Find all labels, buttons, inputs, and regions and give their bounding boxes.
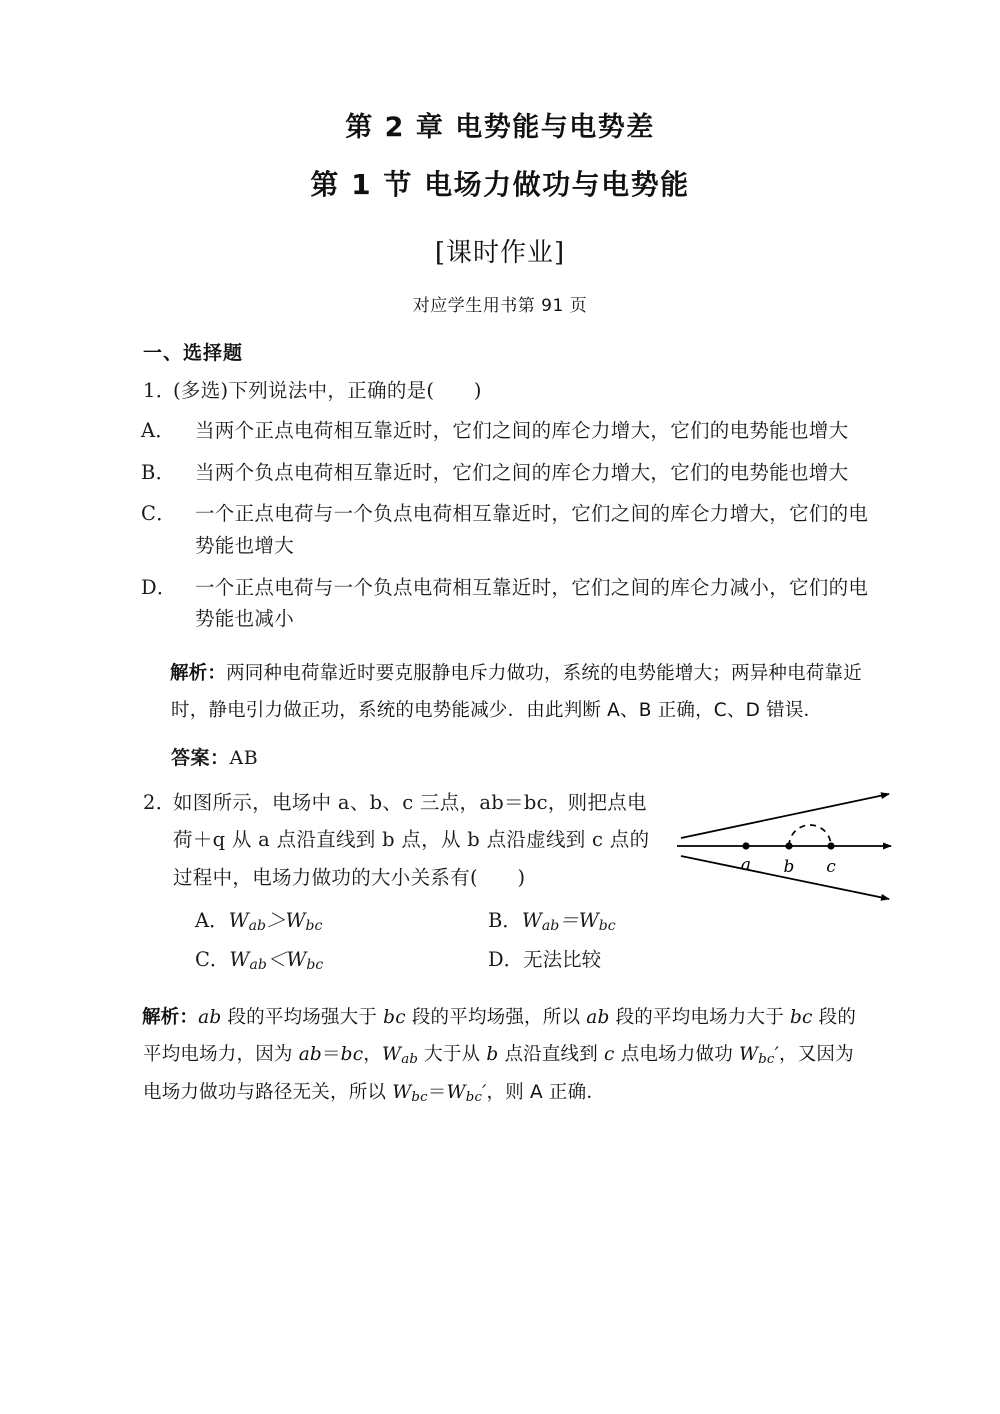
question-1-option-b[interactable] (143, 457, 870, 489)
option-b-text: 当两个负点电荷相互靠近时，它们之间的库仑力增大，它们的电势能也增大 (195, 460, 849, 484)
option-d-expression: 无法比较 (523, 947, 602, 971)
part-heading: 一、选择题 (143, 341, 244, 364)
question-1-stem-text: (多选)下列说法中，正确的是( ) (173, 378, 482, 402)
chapter-title: 第 2 章 电势能与电势差 (345, 112, 655, 143)
option-b-expression: $W_{ab}=W_{bc}$ (521, 909, 616, 935)
answer-value: AB (229, 746, 259, 769)
field-line-upper (681, 794, 889, 838)
homework-tag: [课时作业] (434, 237, 566, 268)
question-2-explanation (143, 999, 870, 1111)
point-b-label: b (783, 856, 795, 877)
electric-field-lines-diagram (671, 786, 903, 908)
option-a-expression: $W_{ab}>W_{bc}$ (228, 909, 323, 935)
question-2-number: 2． (143, 790, 176, 814)
question-1 (143, 377, 870, 770)
question-2-option-c[interactable] (195, 948, 323, 971)
explanation-label: 解析： (142, 1006, 199, 1028)
book-reference: 对应学生用书第 91 页 (412, 295, 588, 316)
section-title: 第 1 节 电场力做功与电势能 (310, 168, 690, 202)
point-a-dot (742, 842, 749, 849)
option-c-label: C． (195, 947, 230, 971)
question-1-answer (143, 743, 870, 770)
question-2-stem-line-1 (143, 784, 663, 821)
question-2-option-row-2 (143, 941, 870, 979)
point-a-label: a (740, 854, 752, 875)
question-2-stem-line-3: 过程中，电场力做功的大小关系有( ) (173, 865, 526, 889)
point-c-dot (827, 842, 834, 849)
option-b-label: B． (488, 909, 522, 933)
option-c-expression: $W_{ab}<W_{bc}$ (229, 947, 324, 973)
option-c-text: 一个正点电荷与一个负点电荷相互靠近时，它们之间的库仑力增大，它们的电势能也增大 (195, 502, 869, 557)
question-1-number: 1． (143, 378, 176, 402)
option-b-label: B． (141, 460, 176, 484)
dashed-arc-path (789, 825, 831, 846)
question-2-option-b[interactable] (488, 902, 616, 940)
title-block (0, 0, 1000, 316)
option-a-label: A． (141, 419, 176, 443)
option-d-text: 一个正点电荷与一个负点电荷相互靠近时，它们之间的库仑力减小，它们的电势能也减小 (195, 575, 869, 631)
question-2-option-a[interactable] (195, 909, 323, 935)
point-b-dot (785, 842, 792, 849)
explanation-text: ab 段的平均场强大于 bc 段的平均场强，所以 ab 段的平均电场力大于 bc 段的平均电场力，因为 ab＝bc，$W_{ab}$ 大于从 b 点沿直线到 c 点电场力做功 $W_{bc}'$，又因为电场力做功与路径无关，所以 $W_{bc}=W_{bc}'$，则 A 正确． (143, 1006, 857, 1105)
question-2-stem-text-1: 如图所示，电场中 a、b、c 三点，ab＝bc，则把点电 (173, 790, 647, 814)
question-2 (143, 784, 870, 1111)
question-1-option-a[interactable] (143, 415, 870, 447)
content-area (0, 338, 1000, 1111)
field-diagram-svg (671, 786, 903, 908)
option-a-label: A． (195, 909, 229, 933)
option-a-text: 当两个正点电荷相互靠近时，它们之间的库仑力增大，它们的电势能也增大 (195, 419, 849, 443)
option-d-label: D． (141, 575, 177, 599)
explanation-label: 解析： (170, 662, 227, 684)
question-1-option-c[interactable] (143, 498, 870, 561)
question-2-stem (143, 784, 663, 896)
point-c-label: c (826, 856, 836, 877)
question-1-explanation (143, 655, 870, 729)
question-2-option-d[interactable] (488, 941, 601, 979)
question-2-option-row-1 (143, 902, 870, 940)
question-1-stem (143, 377, 870, 405)
explanation-text: 两同种电荷靠近时要克服静电斥力做功，系统的电势能增大；两异种电荷靠近时，静电引力做正功，系统的电势能减少．由此判断 A、B 正确，C、D 错误． (171, 662, 862, 721)
question-2-stem-line-2: 荷＋q 从 a 点沿直线到 b 点，从 b 点沿虚线到 c 点的 (173, 828, 650, 852)
question-1-option-d[interactable] (143, 572, 870, 635)
question-2-options (143, 902, 870, 979)
option-c-label: C． (141, 502, 177, 526)
answer-label: 答案： (171, 746, 230, 769)
option-d-label: D． (488, 947, 524, 971)
